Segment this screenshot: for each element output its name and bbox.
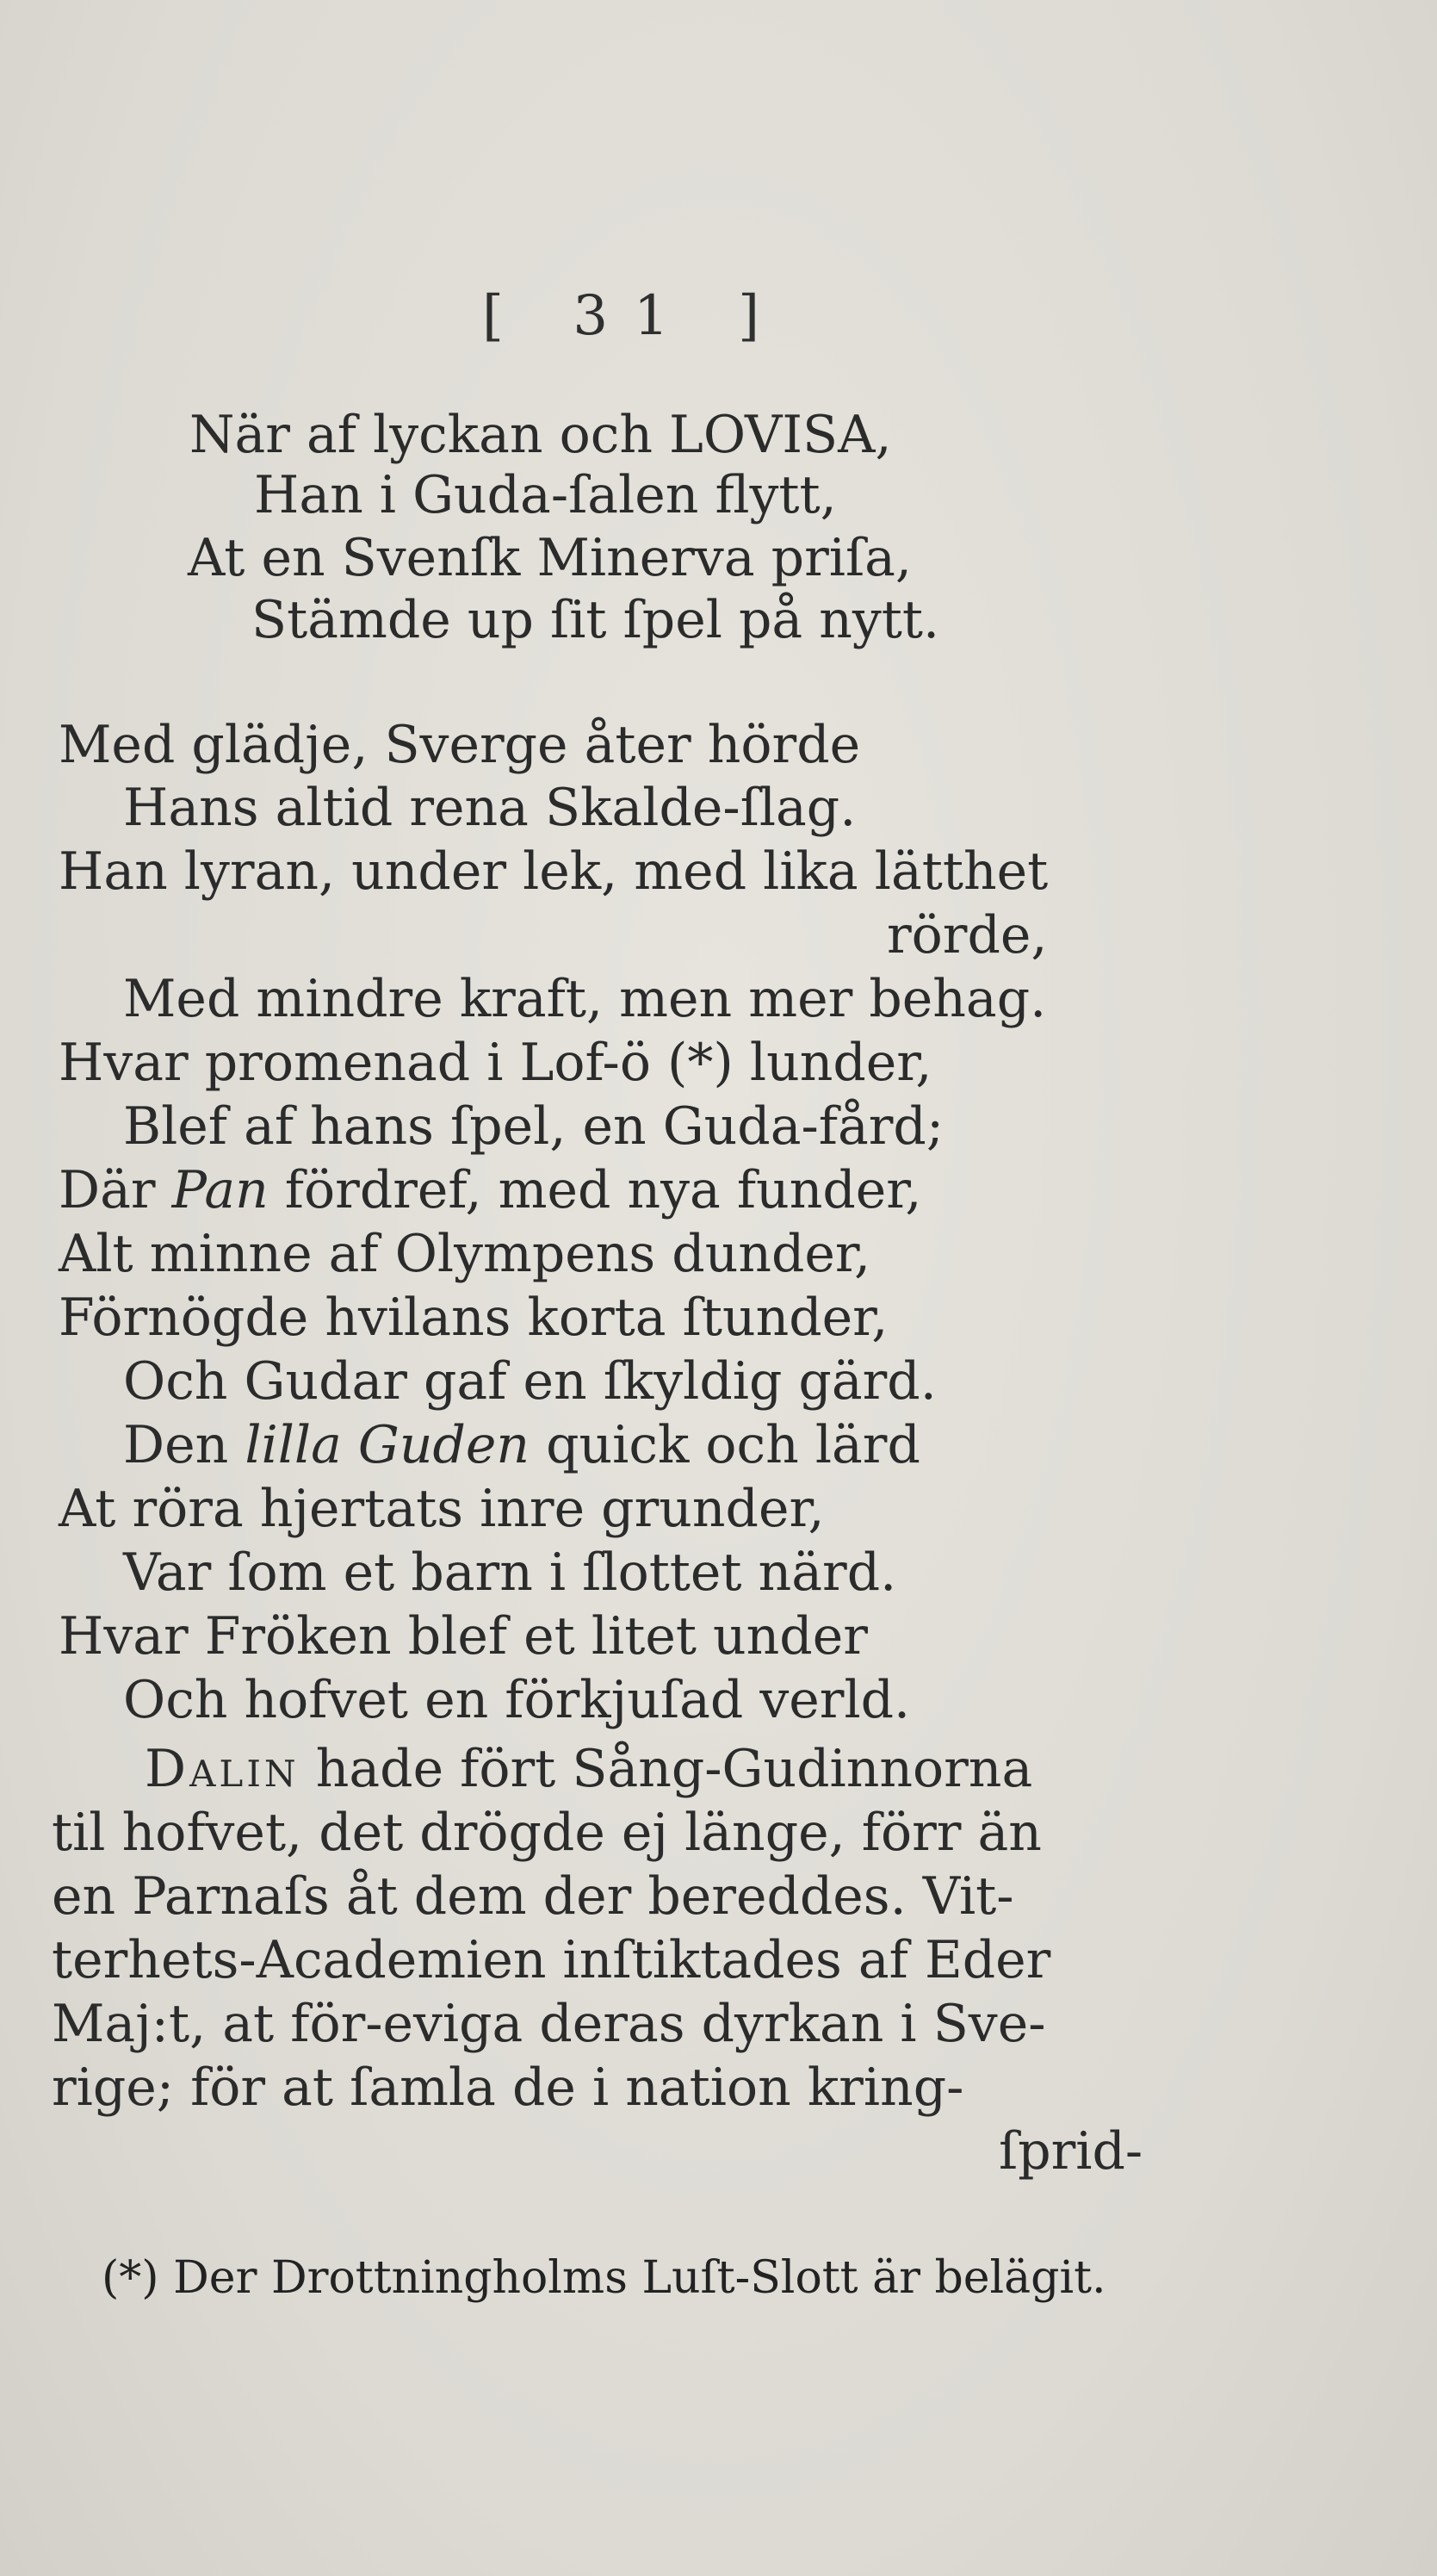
verse-line: Hvar promenad i Lof-ö (*) lunder, <box>59 1033 932 1093</box>
verse-line: Han lyran, under lek, med lika lätthet <box>59 841 1049 902</box>
verse-line: Och Gudar gaf en ſkyldig gärd. <box>123 1351 937 1412</box>
verse-line: Han i Guda-ſalen flytt, <box>254 465 837 525</box>
italic-name-guden: lilla Guden <box>245 1415 530 1475</box>
verse-text: fördref, med nya funder, <box>268 1160 922 1220</box>
verse-line: Med mindre kraft, men mer behag. <box>123 969 1047 1029</box>
verse-line: Hvar Fröken blef et litet under <box>59 1606 868 1667</box>
prose-line <box>145 1735 1032 1803</box>
prose-line: terhets-Academien inſtiktades af Eder <box>52 1930 1051 1990</box>
page-number: [ 31 ] <box>482 284 786 348</box>
italic-name-pan: Pan <box>171 1160 269 1220</box>
prose-line: rige; för at ſamla de i nation kring- <box>52 2058 964 2118</box>
verse-line: At röra hjertats inre grunder, <box>59 1479 825 1539</box>
prose-line: Maj:t, at för-eviga deras dyrkan i Sve- <box>52 1994 1046 2054</box>
catchword: ſprid- <box>999 2121 1143 2182</box>
prose-line: til hofvet, det drögde ej länge, förr än <box>52 1803 1042 1863</box>
prose-line: en Parnaſs åt dem der bereddes. Vit- <box>52 1866 1014 1927</box>
verse-line: Alt minne af Olympens dunder, <box>59 1224 871 1284</box>
verse-line <box>59 1156 921 1225</box>
verse-line <box>123 1411 920 1480</box>
verse-line <box>188 524 912 593</box>
verse-text: quick och lärd <box>530 1415 920 1475</box>
verse-line: Förnögde hvilans korta ſtunder, <box>59 1288 889 1348</box>
prose-text: hade fört Sång-Gudinnorna <box>299 1739 1033 1799</box>
verse-line: Och hofvet en förkjuſad verld. <box>123 1670 911 1730</box>
verse-line: När af lyckan och LOVISA, <box>189 405 892 465</box>
verse-line: Stämde up ſit ſpel på nytt. <box>251 590 940 650</box>
verse-text: Där <box>59 1160 172 1220</box>
verse-line: Hans altid rena Skalde-ſlag. <box>123 778 857 838</box>
verse-text: At en Svenſk Minerva priſa, <box>188 528 912 588</box>
footnote: (*) Der Drottningholms Luſt-Slott är belägit. <box>102 2252 1106 2304</box>
verse-text: Den <box>123 1415 245 1475</box>
name-dalin: Dalin <box>145 1739 300 1799</box>
verse-line-continuation: rörde, <box>887 905 1048 965</box>
verse-line: Var ſom et barn i ſlottet närd. <box>123 1542 897 1603</box>
verse-line: Blef af hans ſpel, en Guda-fård; <box>123 1096 945 1157</box>
verse-line: Med glädje, Sverge åter hörde <box>59 715 861 775</box>
